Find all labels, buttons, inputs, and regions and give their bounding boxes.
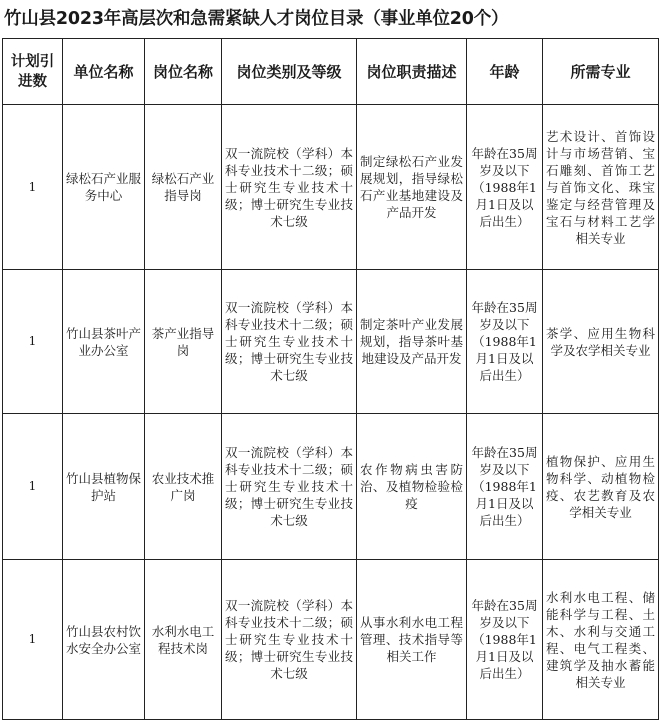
cell-major: 茶学、应用生物科学及农学相关专业 xyxy=(543,270,659,414)
position-table xyxy=(2,38,659,720)
cell-position: 绿松石产业指导岗 xyxy=(145,105,222,270)
cell-count: 1 xyxy=(3,414,63,560)
cell-type: 双一流院校（学科）本科专业技术十二级；硕士研究生专业技术十级；博士研究生专业技术七级 xyxy=(222,560,357,720)
table-row xyxy=(3,105,659,270)
cell-unit: 竹山县植物保护站 xyxy=(63,414,145,560)
header-age: 年龄 xyxy=(467,39,543,105)
document-title: 竹山县2023年高层次和急需紧缺人才岗位目录（事业单位20个） xyxy=(4,9,509,29)
cell-age: 年龄在35周岁及以下（1988年1月1日及以后出生） xyxy=(467,105,543,270)
header-duty: 岗位职责描述 xyxy=(357,39,467,105)
header-type: 岗位类别及等级 xyxy=(222,39,357,105)
cell-position: 水利水电工程技术岗 xyxy=(145,560,222,720)
cell-unit: 竹山县茶叶产业办公室 xyxy=(63,270,145,414)
cell-position: 茶产业指导岗 xyxy=(145,270,222,414)
cell-age: 年龄在35周岁及以下（1988年1月1日及以后出生） xyxy=(467,270,543,414)
header-position: 岗位名称 xyxy=(145,39,222,105)
cell-count: 1 xyxy=(3,105,63,270)
cell-duty: 从事水利水电工程管理、技术指导等相关工作 xyxy=(357,560,467,720)
cell-major: 植物保护、应用生物科学、动植物检疫、农艺教育及农学相关专业 xyxy=(543,414,659,560)
cell-type: 双一流院校（学科）本科专业技术十二级；硕士研究生专业技术十级；博士研究生专业技术七级 xyxy=(222,414,357,560)
table-row xyxy=(3,560,659,720)
cell-count: 1 xyxy=(3,270,63,414)
table-row xyxy=(3,270,659,414)
header-major: 所需专业 xyxy=(543,39,659,105)
cell-major: 艺术设计、首饰设计与市场营销、宝石雕刻、首饰工艺与首饰文化、珠宝鉴定与经营管理及宝石与材料工艺学相关专业 xyxy=(543,105,659,270)
cell-age: 年龄在35周岁及以下（1988年1月1日及以后出生） xyxy=(467,414,543,560)
cell-unit: 竹山县农村饮水安全办公室 xyxy=(63,560,145,720)
table-header-row xyxy=(3,39,659,105)
header-count: 计划引进数 xyxy=(3,39,63,105)
cell-duty: 制定茶叶产业发展规划，指导茶叶基地建设及产品开发 xyxy=(357,270,467,414)
cell-major: 水利水电工程、储能科学与工程、土木、水利与交通工程、电气工程类、建筑学及抽水蓄能相关专业 xyxy=(543,560,659,720)
cell-position: 农业技术推广岗 xyxy=(145,414,222,560)
cell-unit: 绿松石产业服务中心 xyxy=(63,105,145,270)
cell-type: 双一流院校（学科）本科专业技术十二级；硕士研究生专业技术十级；博士研究生专业技术七级 xyxy=(222,270,357,414)
table-row xyxy=(3,414,659,560)
cell-type: 双一流院校（学科）本科专业技术十二级；硕士研究生专业技术十级；博士研究生专业技术七级 xyxy=(222,105,357,270)
header-unit: 单位名称 xyxy=(63,39,145,105)
cell-duty: 农作物病虫害防治、及植物检验检疫 xyxy=(357,414,467,560)
cell-duty: 制定绿松石产业发展规划，指导绿松石产业基地建设及产品开发 xyxy=(357,105,467,270)
cell-age: 年龄在35周岁及以下（1988年1月1日及以后出生） xyxy=(467,560,543,720)
cell-count: 1 xyxy=(3,560,63,720)
